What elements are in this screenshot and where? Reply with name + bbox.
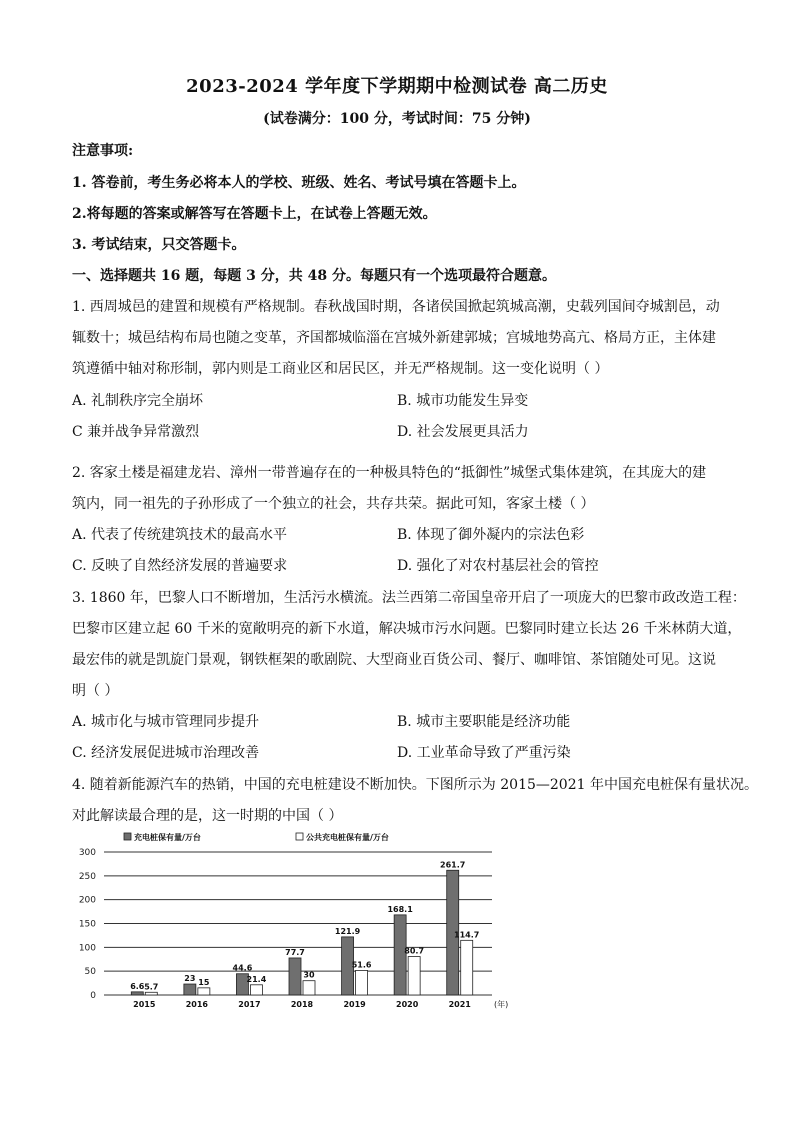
x-tick-label: 2021 (448, 1000, 471, 1009)
question-3-text: 3. 1860 年，巴黎人口不断增加，生活污水横流。法兰西第二帝国皇帝开启了一项庞大的巴黎市政改造工程： (72, 590, 746, 606)
question-1-text: 筑遵循中轴对称形制，郭内则是工商业区和居民区，并无严格规制。这一变化说明（ ） (72, 361, 609, 377)
y-tick-label: 0 (90, 991, 96, 1001)
question-3-option-c[interactable]: C. 经济发展促进城市治理改善 (72, 745, 260, 761)
y-tick-label: 150 (78, 919, 96, 930)
legend-label: 公共充电桩保有量/万台 (306, 833, 389, 842)
bar-public-chargers (461, 940, 473, 995)
legend-swatch (124, 833, 131, 840)
bar-total-chargers (131, 992, 143, 995)
data-label: 51.6 (351, 960, 372, 970)
y-tick-label: 300 (78, 848, 96, 858)
x-tick-label: 2019 (343, 1000, 366, 1009)
note-item: 1. 答卷前，考生务必将本人的学校、班级、姓名、考试号填在答题卡上。 (72, 175, 526, 191)
x-tick-label: 2020 (396, 1000, 419, 1009)
bar-public-chargers (356, 970, 368, 995)
data-label: 77.7 (285, 947, 305, 957)
data-label: 21.4 (246, 974, 267, 984)
y-tick-label: 50 (84, 967, 96, 978)
data-label: 121.9 (334, 926, 361, 936)
note-item: 2.将每题的答案或解答写在答题卡上，在试卷上答题无效。 (72, 206, 437, 222)
x-tick-label: 2017 (238, 1000, 261, 1009)
page-title: 2023-2024 学年度下学期期中检测试卷 高二历史 (186, 76, 608, 97)
question-3-option-b[interactable]: B. 城市主要职能是经济功能 (397, 714, 571, 730)
question-4-text: 对此解读最合理的是，这一时期的中国（ ） (72, 808, 343, 824)
question-2-text: 2. 客家土楼是福建龙岩、漳州一带普遍存在的一种极具特色的“抵御性”城堡式集体建筑，在其庞大的建 (72, 465, 707, 481)
question-4-text: 4. 随着新能源汽车的热销，中国的充电桩建设不断加快。下图所示为 2015—2021 年中国充电桩保有量状况。 (72, 777, 758, 793)
question-1-option-b[interactable]: B. 城市功能发生异变 (397, 393, 529, 409)
exam-info: (试卷满分：100 分，考试时间：75 分钟) (263, 111, 531, 127)
data-label: 5.7 (144, 982, 159, 992)
data-label: 114.7 (454, 930, 480, 940)
x-axis-unit: (年) (494, 1000, 509, 1009)
question-3-text: 巴黎市区建立起 60 千米的宽敞明亮的新下水道，解决城市污水问题。巴黎同时建立长达 26 千米林荫大道， (72, 621, 742, 637)
question-3-text: 明（ ） (72, 683, 119, 699)
data-label: 6.6 (130, 981, 145, 991)
note-item: 3. 考试结束，只交答题卡。 (72, 237, 246, 253)
question-1-text: 辄数十；城邑结构布局也随之变革，齐国都城临淄在宫城外新建郭城；宫城地势高亢、格局方正，主体建 (72, 330, 716, 346)
question-1-option-d[interactable]: D. 社会发展更具活力 (397, 424, 529, 440)
section-heading: 一、选择题共 16 题，每题 3 分，共 48 分。每题只有一个选项最符合题意。 (72, 268, 556, 284)
bar-total-chargers (289, 958, 301, 995)
question-1-option-c[interactable]: C 兼并战争异常激烈 (72, 424, 200, 440)
question-3-text: 最宏伟的就是凯旋门景观，钢铁框架的歌剧院、大型商业百货公司、餐厅、咖啡馆、茶馆随处可见。这说 (72, 652, 716, 668)
legend-swatch (296, 833, 303, 840)
data-label: 261.7 (440, 860, 466, 870)
bar-public-chargers (198, 988, 210, 995)
x-tick-label: 2018 (290, 1000, 314, 1009)
question-1-text: 1. 西周城邑的建置和规模有严格规制。春秋战国时期，各诸侯国掀起筑城高潮，史载列国间夺城割邑，动 (72, 299, 720, 315)
y-tick-label: 250 (78, 871, 96, 882)
data-label: 168.1 (387, 904, 413, 914)
y-tick-label: 200 (78, 895, 96, 906)
data-label: 30 (303, 970, 315, 980)
x-tick-label: 2015 (133, 1000, 156, 1009)
question-2-option-d[interactable]: D. 强化了对农村基层社会的管控 (397, 558, 599, 574)
bar-public-chargers (145, 992, 157, 995)
question-2-option-c[interactable]: C. 反映了自然经济发展的普遍要求 (72, 558, 288, 574)
data-label: 80.7 (404, 946, 425, 956)
y-tick-label: 100 (78, 943, 96, 954)
bar-public-chargers (303, 981, 315, 995)
notes-heading: 注意事项: (72, 143, 134, 159)
question-1-option-a[interactable]: A. 礼制秩序完全崩坏 (72, 393, 204, 409)
data-label: 15 (198, 977, 210, 987)
legend-label: 充电桩保有量/万台 (134, 833, 201, 842)
data-label: 44.6 (232, 963, 253, 973)
question-2-option-a[interactable]: A. 代表了传统建筑技术的最高水平 (72, 527, 288, 543)
bar-public-chargers (250, 985, 262, 995)
x-tick-label: 2016 (185, 1000, 208, 1009)
question-2-text: 筑内，同一祖先的子孙形成了一个独立的社会，共存共荣。据此可知，客家土楼（ ） (72, 496, 595, 512)
question-3-option-d[interactable]: D. 工业革命导致了严重污染 (397, 745, 571, 761)
bar-total-chargers (184, 984, 196, 995)
question-2-option-b[interactable]: B. 体现了御外凝内的宗法色彩 (397, 527, 585, 543)
charging-pile-bar-chart (64, 826, 514, 1016)
question-3-option-a[interactable]: A. 城市化与城市管理同步提升 (72, 714, 260, 730)
data-label: 23 (184, 974, 196, 984)
bar-public-chargers (408, 957, 420, 995)
